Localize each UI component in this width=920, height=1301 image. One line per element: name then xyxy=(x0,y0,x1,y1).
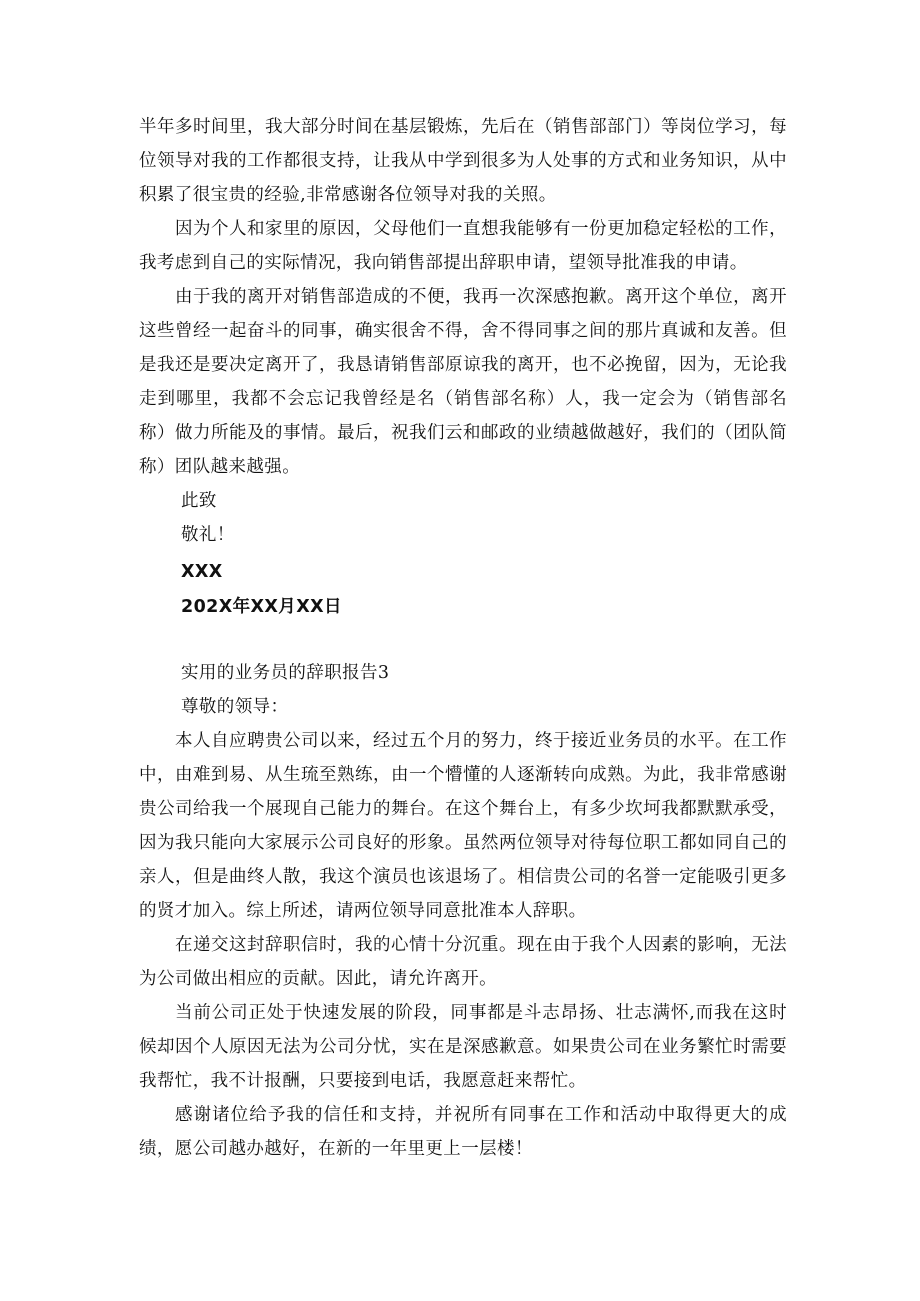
salute-line: 敬礼！ xyxy=(181,525,235,545)
paragraph-4: 本人自应聘贵公司以来，经过五个月的努力，终于接近业务员的水平。在工作中，由难到易、从生琉至熟练，由一个懵懂的人逐渐转向成熟。为此，我非常感谢贵公司给我一个展现自己能力的舞台。在这个舞台上，有多少坎坷我都默默承受，因为我只能向大家展示公司良好的形象。虽然两位领导对待每位职工都如同自己的亲人，但是曲终人散，我这个演员也该退场了。相信贵公司的名誉一定能吸引更多的贤才加入。综上所述，请两位领导同意批准本人辞职。 xyxy=(139,731,787,921)
paragraph-3: 由于我的离开对销售部造成的不便，我再一次深感抱歉。离开这个单位，离开这些曾经一起奋斗的同事，确实很舍不得，舍不得同事之间的那片真诚和友善。但是我还是要决定离开了，我恳请销售部原谅我的离开，也不必挽留，因为，无论我走到哪里，我都不会忘记我曾经是名（销售部名称）人，我一定会为（销售部名称）做力所能及的事情。最后，祝我们云和邮政的业绩越做越好，我们的（团队简称）团队越来越强。 xyxy=(139,287,787,477)
greeting: 尊敬的领导： xyxy=(181,697,289,717)
closing-line: 此致 xyxy=(181,491,217,511)
date: 202X年XX月XX日 xyxy=(181,597,342,617)
paragraph-7: 感谢诸位给予我的信任和支持，并祝所有同事在工作和活动中取得更大的成绩，愿公司越办越好，在新的一年里更上一层楼！ xyxy=(139,1105,787,1159)
section-title: 实用的业务员的辞职报告3 xyxy=(181,663,390,683)
signature: XXX xyxy=(181,562,223,582)
paragraph-2: 因为个人和家里的原因，父母他们一直想我能够有一份更加稳定轻松的工作，我考虑到自己的实际情况，我向销售部提出辞职申请，望领导批准我的申请。 xyxy=(139,219,787,273)
paragraph-1: 半年多时间里，我大部分时间在基层锻炼，先后在（销售部部门）等岗位学习，每位领导对我的工作都很支持，让我从中学到很多为人处事的方式和业务知识，从中积累了很宝贵的经验,非常感谢各位领导对我的关照。 xyxy=(139,117,787,205)
paragraph-5: 在递交这封辞职信时，我的心情十分沉重。现在由于我个人因素的影响，无法为公司做出相应的贡献。因此，请允许离开。 xyxy=(139,935,787,989)
paragraph-6: 当前公司正处于快速发展的阶段，同事都是斗志昂扬、壮志满怀,而我在这时候却因个人原因无法为公司分忧，实在是深感歉意。如果贵公司在业务繁忙时需要我帮忙，我不计报酬，只要接到电话，我愿意赶来帮忙。 xyxy=(139,1003,787,1091)
